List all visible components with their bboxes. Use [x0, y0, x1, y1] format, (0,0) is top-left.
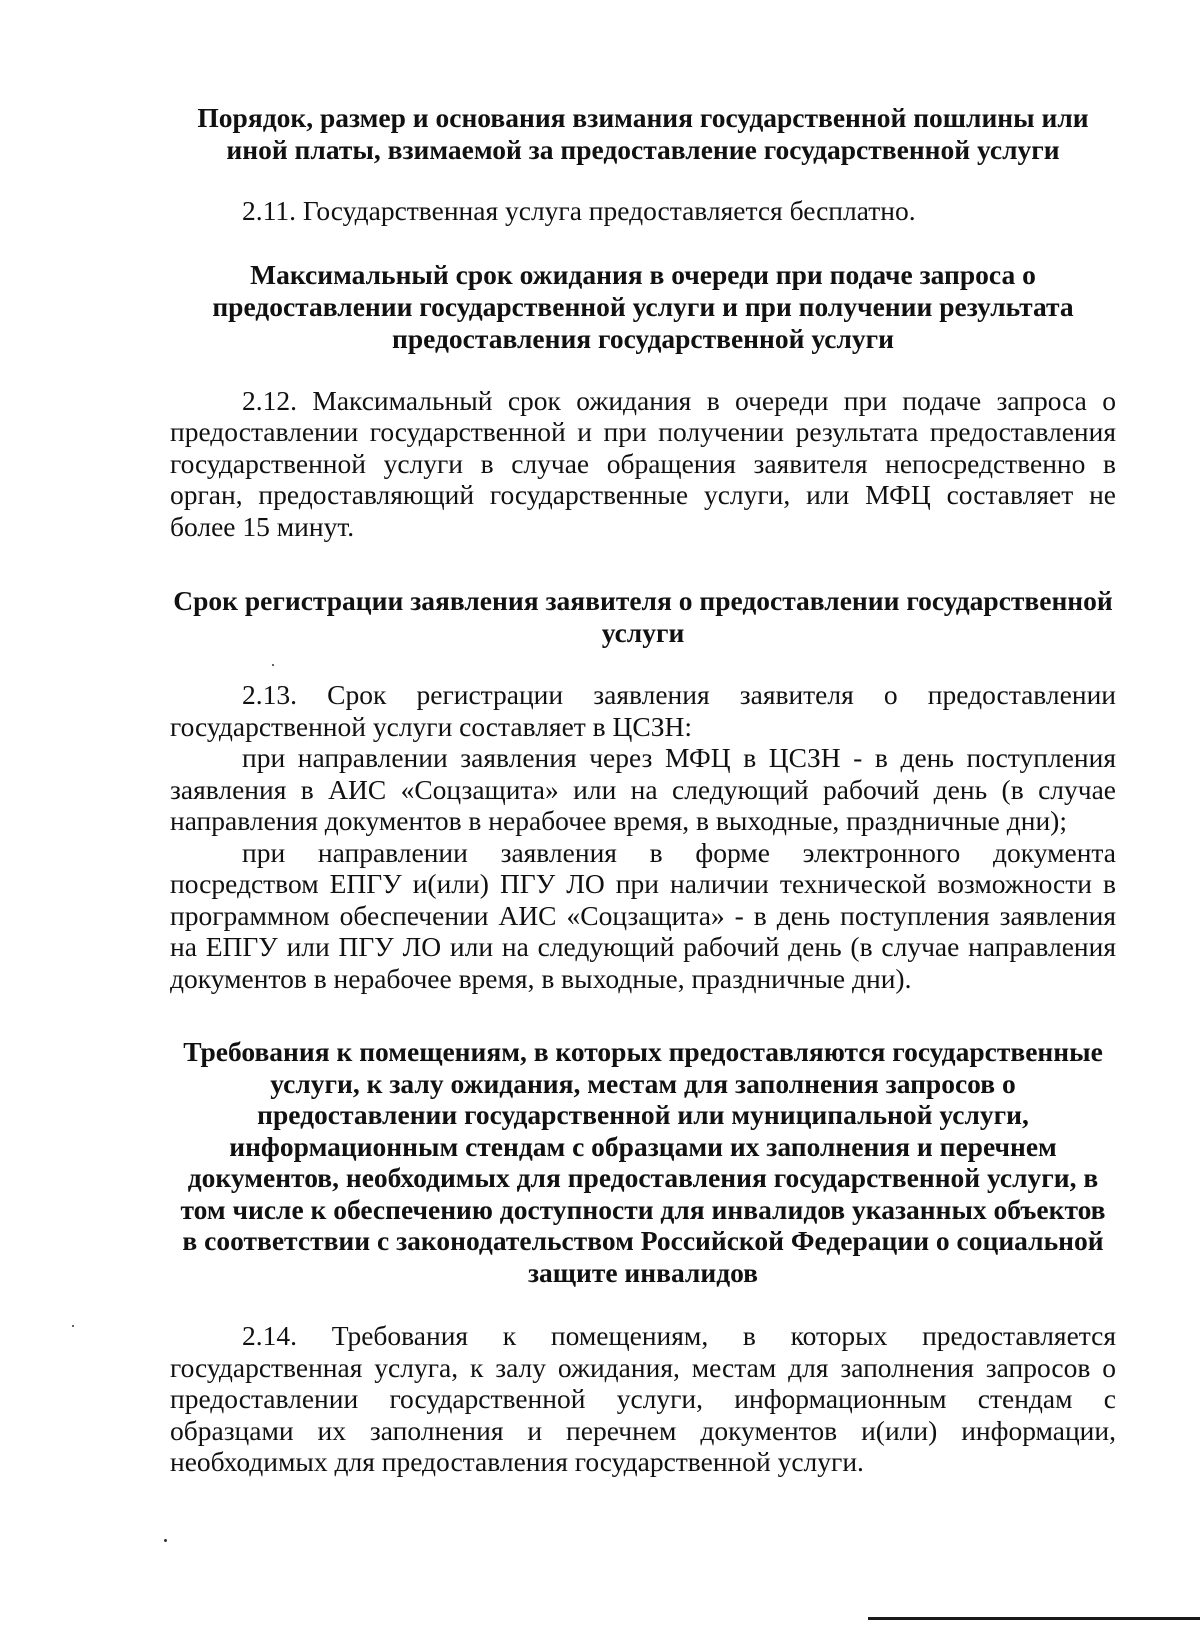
document-body [170, 102, 1116, 1478]
scan-speck [164, 1539, 167, 1542]
scan-speck [72, 1325, 74, 1327]
section-2-13-item-epgu: при направлении заявления в форме электронного документа посредством ЕПГУ и(или) ПГУ ЛО при наличии технической возможности в программном обеспечении АИС «Соцзащита» - в день поступления заявления на ЕПГУ или ПГУ ЛО или на следующий рабочий день (в случае направления документов в нерабочее время, в выходные, праздничные дни). [170, 836, 1116, 994]
section-2-13-text: 2.13. Срок регистрации заявления заявителя о предоставлении государственной услуги составляет в ЦСЗН: [170, 679, 1116, 742]
section-2-12-heading: Максимальный срок ожидания в очереди при подаче запроса о предоставлении государственной услуги и при получении результата предоставления государственной услуги [212, 258, 1074, 354]
scan-speck [272, 664, 274, 666]
section-2-13-item-mfc: при направлении заявления через МФЦ в ЦСЗН - в день поступления заявления в АИС «Соцзащита» или на следующий рабочий день (в случае направления документов в нерабочее время, в выходные, праздничные дни); [170, 742, 1116, 836]
scan-edge-line [868, 1617, 1200, 1620]
section-2-11-text: 2.11. Государственная услуга предоставляется бесплатно. [242, 195, 916, 226]
section-2-13-heading: Срок регистрации заявления заявителя о предоставлении государственной услуги [173, 585, 1113, 648]
section-2-14-heading: Требования к помещениям, в которых предоставляются государственные услуги, к залу ожидания, местам для заполнения запросов о предоставлении государственной или муниципальной услуги, информационным стендам с образцами их заполнения и перечнем документов, необходимых для предоставления государственной услуги, в том числе к обеспечению доступности для инвалидов указанных объектов в соответствии с законодательством Российской Федерации о социальной защите инвалидов [180, 1036, 1106, 1288]
section-2-14-text: 2.14. Требования к помещениям, в которых предоставляется государственная услуга, к залу ожидания, местам для заполнения запросов о предоставлении государственной услуги, информационным стендам с образцами их заполнения и перечнем документов и(или) информации, необходимых для предоставления государственной услуги. [170, 1320, 1116, 1477]
section-2-12-text: 2.12. Максимальный срок ожидания в очереди при подаче запроса о предоставлении государственной и при получении результата предоставления государственной услуги в случае обращения заявителя непосредственно в орган, предоставляющий государственные услуги, или МФЦ составляет не более 15 минут. [170, 384, 1116, 542]
section-2-11-heading: Порядок, размер и основания взимания государственной пошлины или иной платы, взимаемой за предоставление государственной услуги [197, 102, 1089, 165]
